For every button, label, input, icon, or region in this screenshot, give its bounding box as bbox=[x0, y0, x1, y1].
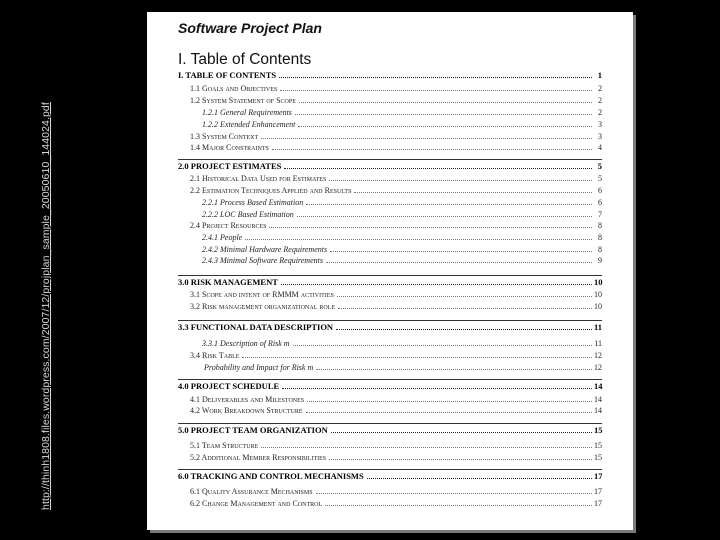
toc-entry-label: 2.4.2 Minimal Hardware Requirements bbox=[202, 245, 328, 254]
toc-entry bbox=[190, 143, 602, 154]
toc-entry-label: 3.3 FUNCTIONAL DATA DESCRIPTION bbox=[178, 322, 334, 332]
toc-entry-label: 2.1 Historical Data Used for Estimates bbox=[190, 174, 327, 183]
page-title: Software Project Plan bbox=[178, 20, 322, 36]
toc-entry-label: 2.2.2 LOC Based Estimation bbox=[202, 210, 294, 219]
toc-leader-dots bbox=[329, 174, 592, 181]
toc-leader-dots bbox=[284, 162, 592, 169]
toc-entry bbox=[190, 453, 602, 464]
toc-leader-dots bbox=[326, 256, 592, 263]
toc-entry-label: 3.2 Risk management organizational role bbox=[190, 302, 335, 311]
toc-leader-dots bbox=[245, 233, 592, 240]
toc-entry-label: 4.1 Deliverables and Milestones bbox=[190, 395, 305, 404]
section-separator-line bbox=[178, 275, 602, 276]
toc-entry-label: Probability and Impact for Risk m bbox=[204, 363, 314, 372]
toc-entry bbox=[202, 256, 602, 267]
toc-entry-label: 2.4.3 Minimal Software Requirements bbox=[202, 256, 323, 265]
toc-page-number: 17 bbox=[594, 499, 602, 508]
toc-entry-label: 3.1 Scope and intent of RMMM activities bbox=[190, 290, 334, 299]
toc-page-number: 2 bbox=[598, 84, 602, 93]
toc-entry bbox=[190, 96, 602, 107]
toc-leader-dots bbox=[367, 472, 592, 479]
toc-leader-dots bbox=[330, 245, 592, 252]
toc-page-number: 14 bbox=[594, 406, 602, 415]
toc-entry-label: 6.2 Change Management and Control bbox=[190, 499, 323, 508]
toc-leader-dots bbox=[297, 210, 592, 217]
toc-entry-label: 1.2.1 General Requirements bbox=[202, 108, 292, 117]
toc-page-number: 4 bbox=[598, 143, 602, 152]
toc-entry-label: 1.2 System Statement of Scope bbox=[190, 96, 296, 105]
toc-page-number: 6 bbox=[598, 186, 602, 195]
toc-page-number: 1 bbox=[597, 70, 602, 80]
toc-leader-dots bbox=[338, 302, 592, 309]
toc-entry-label: 5.1 Team Structure bbox=[190, 441, 259, 450]
toc-entry bbox=[190, 406, 602, 417]
toc-leader-dots bbox=[281, 278, 592, 285]
toc-leader-dots bbox=[269, 221, 592, 228]
toc-entry bbox=[202, 245, 602, 256]
toc-page-number: 15 bbox=[594, 441, 602, 450]
toc-leader-dots bbox=[280, 84, 592, 91]
toc-leader-dots bbox=[325, 499, 592, 506]
toc-page-number: 14 bbox=[594, 395, 602, 404]
toc-entry-label: 2.0 PROJECT ESTIMATES bbox=[178, 161, 282, 171]
toc-entry bbox=[190, 290, 602, 301]
toc-entry-label: 5.2 Additional Member Responsibilities bbox=[190, 453, 327, 462]
toc-entry-label: 6.1 Quality Assurance Mechanisms bbox=[190, 487, 313, 496]
toc-page-number: 11 bbox=[594, 339, 602, 348]
toc-entry bbox=[202, 108, 602, 119]
toc-entry bbox=[190, 499, 602, 510]
section-separator-line bbox=[178, 469, 602, 470]
toc-entry-label: 3.4 Risk Table bbox=[190, 351, 240, 360]
toc-entry bbox=[178, 425, 602, 436]
toc-leader-dots bbox=[299, 96, 592, 103]
toc-page-number: 14 bbox=[594, 381, 603, 391]
toc-entry bbox=[190, 174, 602, 185]
toc-entry-label: I. TABLE OF CONTENTS bbox=[178, 70, 277, 80]
toc-entry bbox=[190, 441, 602, 452]
toc-entry bbox=[178, 381, 602, 392]
toc-leader-dots bbox=[331, 426, 592, 433]
section-separator-line bbox=[178, 423, 602, 424]
document-page bbox=[147, 12, 633, 530]
toc-entry-label: 6.0 TRACKING AND CONTROL MECHANISMS bbox=[178, 471, 364, 481]
toc-entry bbox=[190, 351, 602, 362]
toc-page-number: 10 bbox=[594, 277, 603, 287]
toc-page-number: 6 bbox=[598, 198, 602, 207]
toc-entry bbox=[202, 198, 602, 209]
section-separator-line bbox=[178, 320, 602, 321]
toc-leader-dots bbox=[306, 198, 592, 205]
toc-page-number: 9 bbox=[598, 256, 602, 265]
toc-entry-label: 2.4.1 People bbox=[202, 233, 243, 242]
toc-leader-dots bbox=[316, 487, 592, 494]
toc-page-number: 17 bbox=[594, 487, 602, 496]
toc-leader-dots bbox=[293, 339, 592, 346]
toc-page-number: 12 bbox=[594, 363, 602, 372]
toc-page-number: 8 bbox=[598, 245, 602, 254]
section-separator-line bbox=[178, 159, 602, 160]
toc-entry-label: 5.0 PROJECT TEAM ORGANIZATION bbox=[178, 425, 328, 435]
toc-page-number: 15 bbox=[594, 453, 602, 462]
toc-entry-label: 4.0 PROJECT SCHEDULE bbox=[178, 381, 280, 391]
toc-entry-label: 2.2 Estimation Techniques Applied and Results bbox=[190, 186, 352, 195]
toc-entry bbox=[202, 339, 602, 350]
toc-entry-label: 1.3 System Context bbox=[190, 132, 259, 141]
toc-entry bbox=[202, 233, 602, 244]
toc-leader-dots bbox=[306, 406, 592, 413]
toc-entry-label: 1.2.2 Extended Enhancement bbox=[202, 120, 296, 129]
toc-leader-dots bbox=[316, 363, 592, 370]
toc-page-number: 11 bbox=[594, 322, 603, 332]
toc-entry bbox=[178, 161, 602, 172]
toc-page-number: 8 bbox=[598, 221, 602, 230]
toc-entry bbox=[178, 471, 602, 482]
toc-page-number: 3 bbox=[598, 132, 602, 141]
toc-entry bbox=[190, 302, 602, 313]
toc-entry bbox=[204, 363, 602, 374]
toc-entry bbox=[178, 322, 602, 333]
toc-leader-dots bbox=[242, 351, 592, 358]
toc-entry bbox=[190, 395, 602, 406]
toc-entry-label: 3.0 RISK MANAGEMENT bbox=[178, 277, 278, 287]
toc-entry bbox=[202, 210, 602, 221]
toc-page-number: 10 bbox=[594, 290, 602, 299]
toc-entry-label: 2.4 Project Resources bbox=[190, 221, 267, 230]
toc-page-number: 5 bbox=[598, 174, 602, 183]
toc-entry bbox=[178, 277, 602, 288]
toc-leader-dots bbox=[298, 120, 592, 127]
toc-leader-dots bbox=[261, 441, 592, 448]
toc-entry bbox=[178, 70, 602, 81]
toc-page-number: 12 bbox=[594, 351, 602, 360]
section-heading: I. Table of Contents bbox=[178, 51, 312, 68]
toc-page-number: 3 bbox=[598, 120, 602, 129]
toc-leader-dots bbox=[307, 395, 592, 402]
toc-leader-dots bbox=[329, 453, 592, 460]
toc-leader-dots bbox=[279, 71, 592, 78]
toc-page-number: 15 bbox=[594, 425, 603, 435]
toc-entry-label: 1.1 Goals and Objectives bbox=[190, 84, 278, 93]
toc-entry bbox=[190, 487, 602, 498]
toc-page-number: 7 bbox=[598, 210, 602, 219]
toc-leader-dots bbox=[354, 186, 592, 193]
toc-entry bbox=[190, 221, 602, 232]
toc-page-number: 2 bbox=[598, 108, 602, 117]
toc-leader-dots bbox=[337, 290, 592, 297]
toc-entry bbox=[190, 84, 602, 95]
section-separator-line bbox=[178, 379, 602, 380]
toc-entry bbox=[190, 186, 602, 197]
toc-page-number: 10 bbox=[594, 302, 602, 311]
table-of-contents bbox=[147, 12, 633, 530]
toc-leader-dots bbox=[282, 382, 592, 389]
toc-leader-dots bbox=[336, 323, 592, 330]
toc-leader-dots bbox=[272, 143, 592, 150]
source-url-link[interactable]: http://thinh1808.files.wordpress.com/2007/12/projplan_sample_20050610_144024.pdf bbox=[40, 102, 52, 510]
toc-page-number: 8 bbox=[598, 233, 602, 242]
toc-page-number: 5 bbox=[597, 161, 602, 171]
toc-entry-label: 4.2 Work Breakdown Structure bbox=[190, 406, 303, 415]
toc-entry bbox=[202, 120, 602, 131]
toc-leader-dots bbox=[295, 108, 592, 115]
toc-page-number: 2 bbox=[598, 96, 602, 105]
toc-entry-label: 2.2.1 Process Based Estimation bbox=[202, 198, 304, 207]
toc-entry-label: 3.3.1 Description of Risk m bbox=[202, 339, 290, 348]
toc-leader-dots bbox=[261, 132, 592, 139]
toc-page-number: 17 bbox=[594, 471, 603, 481]
toc-entry-label: 1.4 Major Constraints bbox=[190, 143, 269, 152]
toc-entry bbox=[190, 132, 602, 143]
